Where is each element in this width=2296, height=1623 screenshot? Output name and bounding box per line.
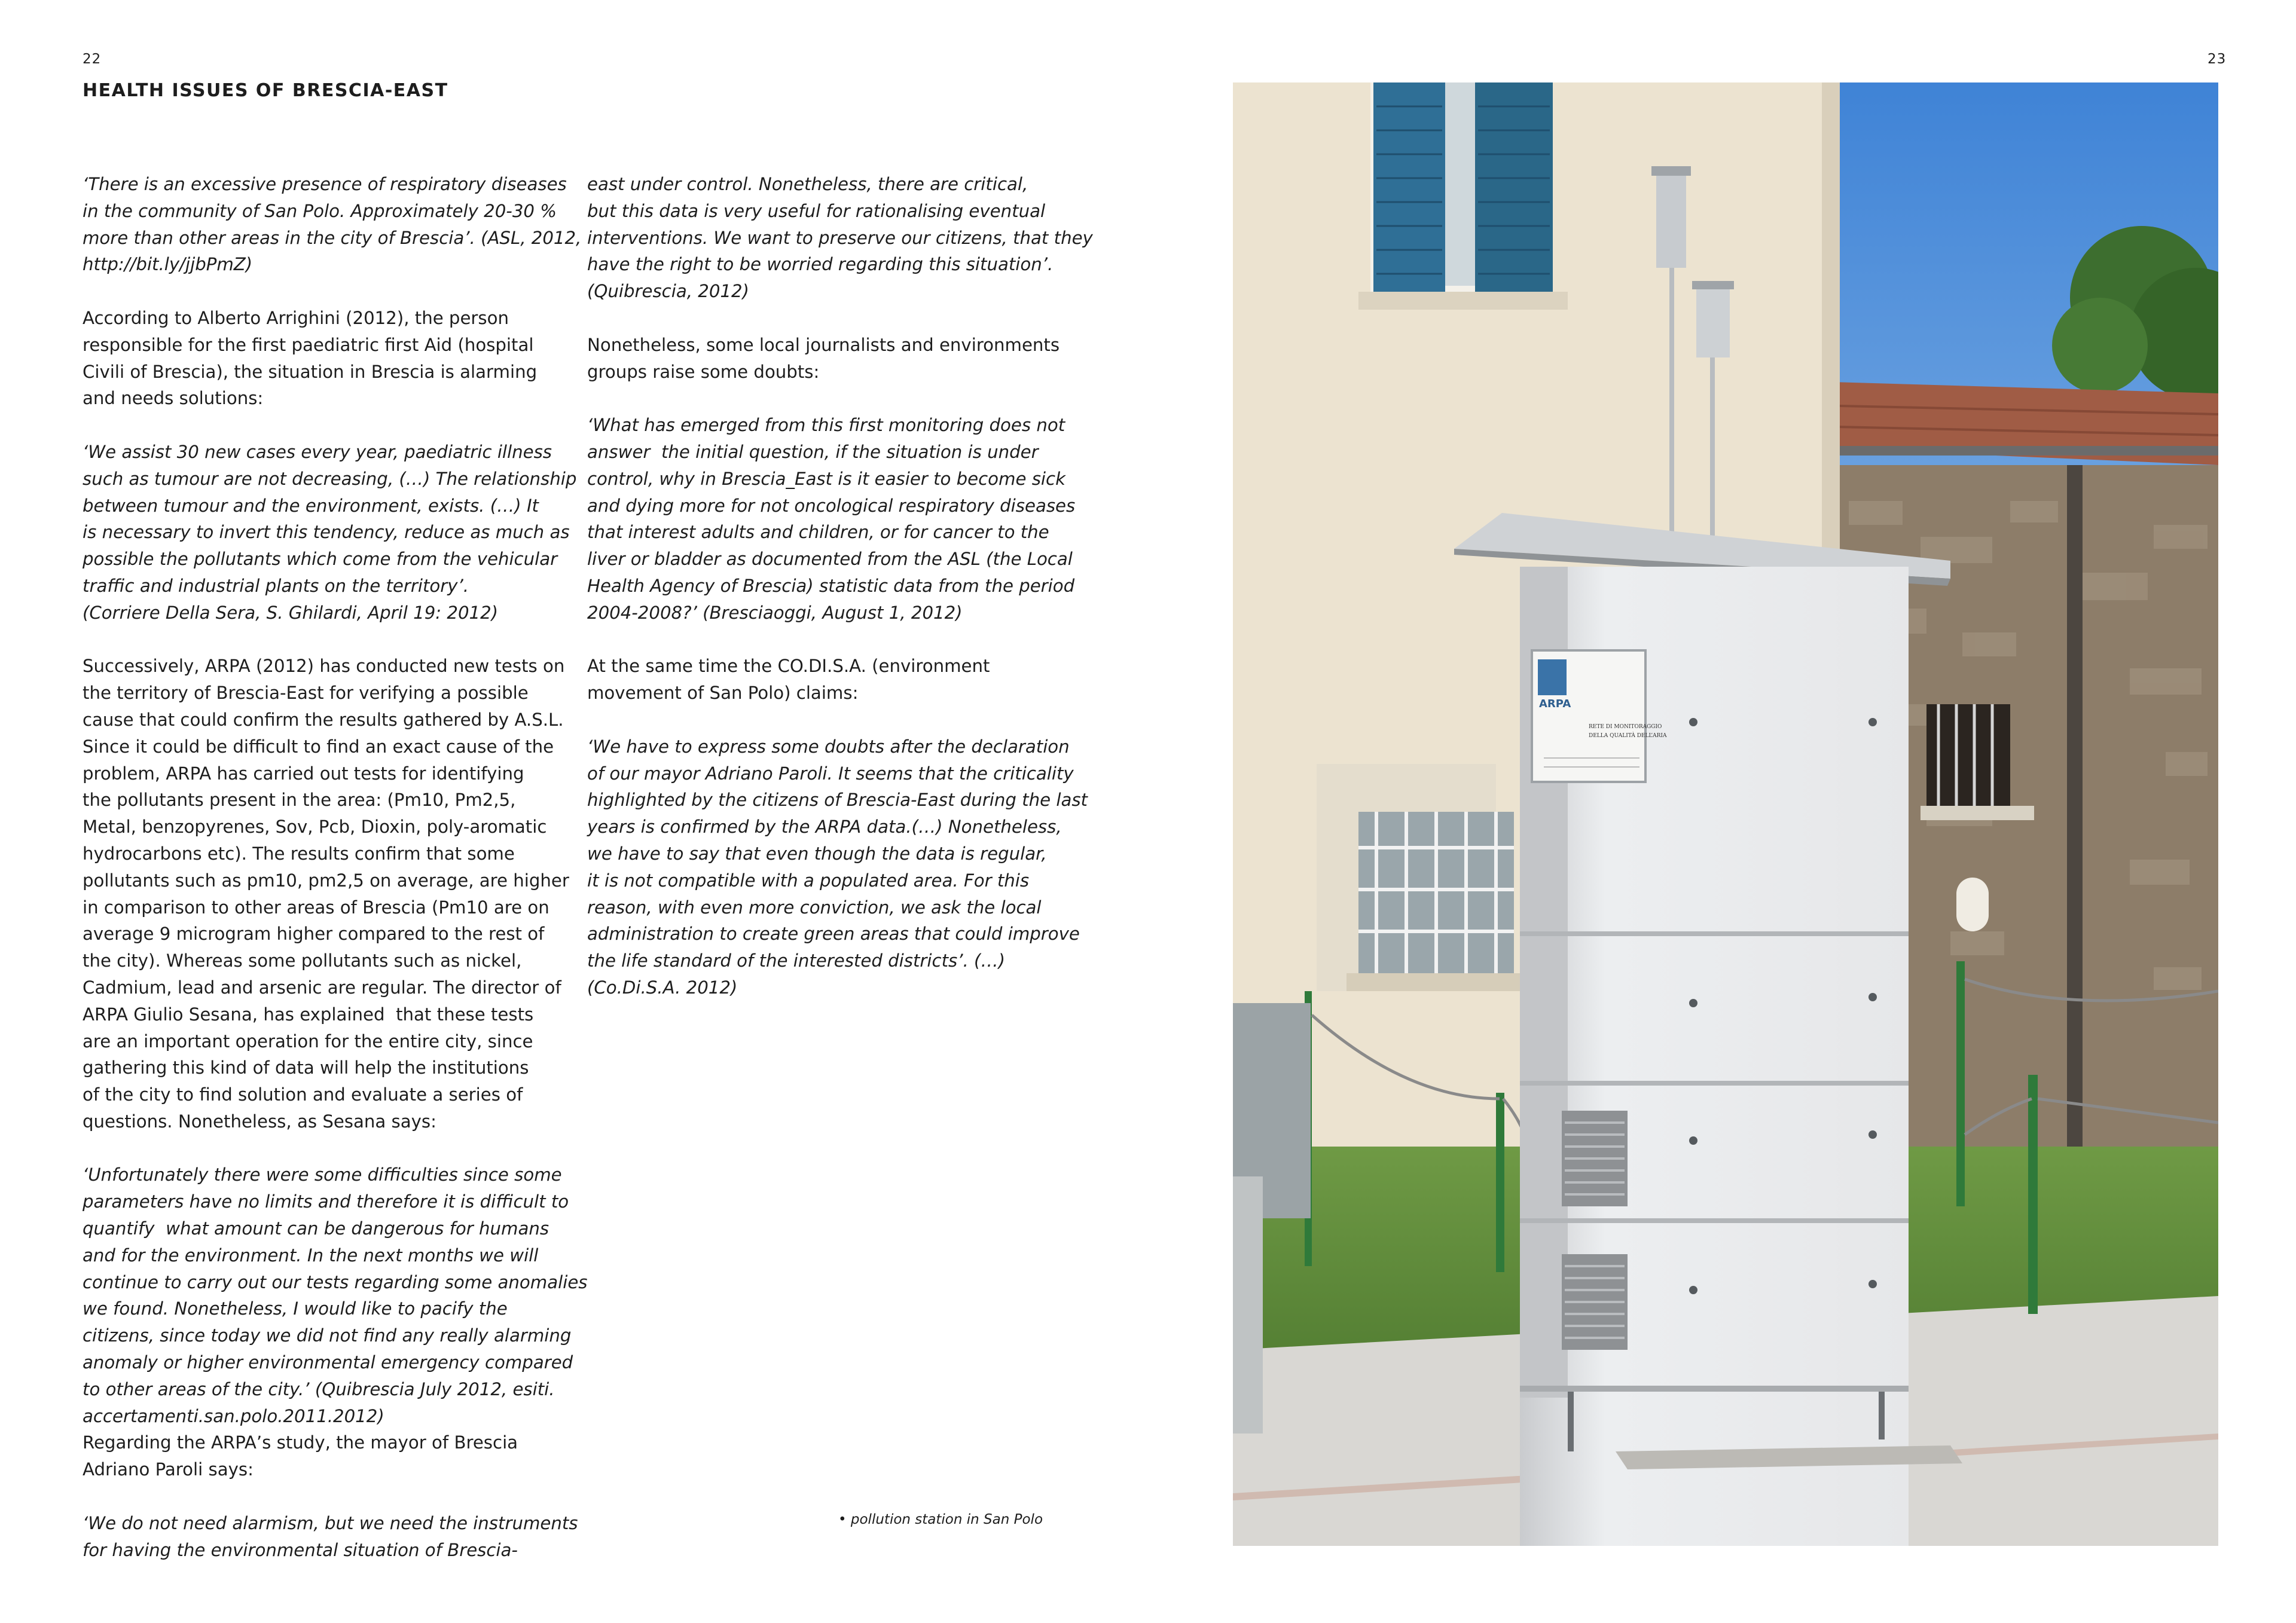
paragraph-gap (83, 1135, 579, 1162)
left-column-text-line: According to Alberto Arrighini (2012), the person (83, 307, 509, 328)
left-column-text-line: Regarding the ARPA’s study, the mayor of Brescia (83, 1432, 518, 1453)
caption-text: pollution station in San Polo (850, 1512, 1043, 1527)
middle-column-quote-line: Health Agency of Brescia) statistic data from the period (587, 575, 1075, 596)
left-column-text-line: Metal, benzopyrenes, Sov, Pcb, Dioxin, poly-aromatic (83, 817, 547, 838)
left-column-quote-line: is necessary to invert this tendency, reduce as much as (83, 522, 570, 543)
paragraph-gap (587, 707, 1083, 733)
middle-column-quote-line: years is confirmed by the ARPA data.(…) Nonetheless, (587, 817, 1062, 838)
left-column-text-line: the territory of Brescia-East for verifying a possible (83, 683, 529, 704)
left-column-text-line: of the city to find solution and evaluate a series of (83, 1084, 523, 1105)
paragraph-gap (83, 412, 579, 439)
middle-column-quote-line: have the right to be worried regarding this situation’. (587, 254, 1054, 275)
page-number-right: 23 (2208, 51, 2227, 67)
left-column-quote-line: http://bit.ly/jjbPmZ) (83, 254, 253, 275)
middle-column-quote-line: ‘What has emerged from this first monitoring does not (587, 415, 1065, 436)
arpa-logo: ARPA (1539, 698, 1571, 710)
middle-column-quote-line: east under control. Nonetheless, there are critical, (587, 174, 1028, 194)
middle-column-quote-line: answer the initial question, if the situation is under (587, 441, 1039, 462)
pollution-station-photo (1233, 82, 2218, 1546)
middle-column-quote-line: administration to create green areas that could improve (587, 924, 1080, 945)
paragraph-gap (83, 1483, 579, 1510)
photo-caption (838, 1512, 1043, 1527)
left-column-quote-line: we found. Nonetheless, I would like to pacify the (83, 1298, 508, 1319)
middle-column-text-line: Nonetheless, some local journalists and environments (587, 334, 1060, 355)
left-column-quote-line: ‘We do not need alarmism, but we need the instruments (83, 1512, 578, 1533)
left-column-quote-line: ‘Unfortunately there were some difficulties since some (83, 1164, 562, 1185)
left-column-quote-line: (Corriere Della Sera, S. Ghilardi, April 19: 2012) (83, 602, 499, 623)
left-column-quote-line: such as tumour are not decreasing, (…) The relationship (83, 468, 577, 489)
middle-column-quote-line: and dying more for not oncological respiratory diseases (587, 495, 1076, 516)
left-column-quote-line: traffic and industrial plants on the territory’. (83, 575, 469, 596)
middle-column-quote-line: ‘We have to express some doubts after the declaration (587, 736, 1070, 757)
section-heading: HEALTH ISSUES OF BRESCIA-EAST (83, 80, 448, 101)
left-column-text-line: in comparison to other areas of Brescia (Pm10 are on (83, 897, 549, 918)
middle-column-quote-line: the life standard of the interested districts’. (…) (587, 950, 1006, 971)
shuttered-window (1358, 82, 1568, 310)
text-column-left (83, 171, 588, 1563)
left-column-quote-line: anomaly or higher environmental emergency compared (83, 1352, 573, 1373)
middle-column-quote-line: liver or bladder as documented from the ASL (the Local (587, 549, 1073, 570)
left-column-quote-line: quantify what amount can be dangerous for humans (83, 1218, 549, 1239)
left-column-text-line: gathering this kind of data will help the institutions (83, 1057, 529, 1078)
middle-column-quote-line: but this data is very useful for rationalising eventual (587, 200, 1046, 221)
page-number-left: 22 (83, 51, 102, 67)
left-column-quote-line: parameters have no limits and therefore it is difficult to (83, 1191, 569, 1212)
left-column-text-line: and needs solutions: (83, 388, 264, 409)
left-column-quote-line: ‘We assist 30 new cases every year, paediatric illness (83, 441, 552, 462)
left-column-text-line: the pollutants present in the area: (Pm10, Pm2,5, (83, 790, 516, 811)
ground-window (1317, 764, 1526, 991)
left-column-text-line: ARPA Giulio Sesana, has explained that these tests (83, 1004, 534, 1025)
left-column-quote-line: ‘There is an excessive presence of respiratory diseases (83, 174, 567, 194)
left-column-text-line: Cadmium, lead and arsenic are regular. The director of (83, 977, 561, 998)
middle-column-text-line: groups raise some doubts: (587, 361, 820, 382)
text-column-middle (587, 171, 1093, 1001)
paragraph-gap (83, 626, 579, 653)
left-column-text-line: Successively, ARPA (2012) has conducted new tests on (83, 656, 565, 677)
left-column-text-line: hydrocarbons etc). The results confirm that some (83, 843, 515, 864)
left-column-quote-line: in the community of San Polo. Approximately 20-30 % (83, 200, 557, 221)
left-column-quote-line: between tumour and the environment, exists. (…) It (83, 495, 539, 516)
left-column-text-line: cause that could confirm the results gathered by A.S.L. (83, 709, 564, 730)
sign-title-2: DELLA QUALITÀ DELL’ARIA (1589, 733, 1667, 739)
middle-column-quote-line: reason, with even more conviction, we ask the local (587, 897, 1042, 918)
middle-column-quote-line: interventions. We want to preserve our citizens, that they (587, 227, 1093, 248)
left-column-quote-line: possible the pollutants which come from the vehicular (83, 549, 558, 570)
left-column-quote-line: and for the environment. In the next months we will (83, 1245, 539, 1266)
left-column-quote-line: more than other areas in the city of Brescia’. (ASL, 2012, (83, 227, 582, 248)
middle-column-quote-line: we have to say that even though the data is regular, (587, 843, 1047, 864)
middle-column-quote-line: control, why in Brescia_East is it easier to become sick (587, 468, 1065, 489)
left-column-text-line: are an important operation for the entire city, since (83, 1031, 533, 1052)
middle-column-text-line: At the same time the CO.DI.S.A. (environment (587, 656, 990, 677)
caption-bullet: • (838, 1512, 847, 1527)
middle-column-text-line: movement of San Polo) claims: (587, 683, 859, 704)
paragraph-gap (587, 385, 1083, 412)
left-column-text-line: Civili of Brescia), the situation in Brescia is alarming (83, 361, 538, 382)
drainpipe (2067, 465, 2083, 1159)
left-column-text-line: Adriano Paroli says: (83, 1459, 254, 1480)
sign-title-1: RETE DI MONITORAGGIO (1589, 724, 1662, 730)
middle-column-quote-line: (Co.Di.S.A. 2012) (587, 977, 738, 998)
middle-column-quote-line: 2004-2008?’ (Bresciaoggi, August 1, 2012) (587, 602, 963, 623)
left-column-quote-line: for having the environmental situation of Brescia- (83, 1539, 518, 1560)
paragraph-gap (587, 305, 1083, 332)
middle-column-quote-line: (Quibrescia, 2012) (587, 281, 749, 302)
middle-column-quote-line: it is not compatible with a populated area. For this (587, 870, 1030, 891)
left-column-quote-line: to other areas of the city.’ (Quibrescia July 2012, esiti. (83, 1379, 555, 1399)
left-column-quote-line: accertamenti.san.polo.2011.2012) (83, 1405, 384, 1426)
left-column-quote-line: citizens, since today we did not find any really alarming (83, 1325, 572, 1346)
left-column-text-line: the city). Whereas some pollutants such as nickel, (83, 950, 522, 971)
paragraph-gap (587, 626, 1083, 653)
paragraph-gap (83, 278, 579, 305)
middle-column-quote-line: that interest adults and children, or for cancer to the (587, 522, 1049, 543)
left-column-text-line: average 9 microgram higher compared to the rest of (83, 924, 545, 945)
left-column-text-line: Since it could be difficult to find an exact cause of the (83, 736, 554, 757)
middle-column-quote-line: highlighted by the citizens of Brescia-East during the last (587, 790, 1088, 811)
left-column-text-line: problem, ARPA has carried out tests for identifying (83, 763, 524, 784)
left-column-text-line: responsible for the first paediatric first Aid (hospital (83, 334, 534, 355)
left-column-text-line: questions. Nonetheless, as Sesana says: (83, 1111, 436, 1132)
left-column-text-line: pollutants such as pm10, pm2,5 on average, are higher (83, 870, 569, 891)
left-column-quote-line: continue to carry out our tests regarding some anomalies (83, 1271, 588, 1292)
middle-column-quote-line: of our mayor Adriano Paroli. It seems that the criticality (587, 763, 1074, 784)
